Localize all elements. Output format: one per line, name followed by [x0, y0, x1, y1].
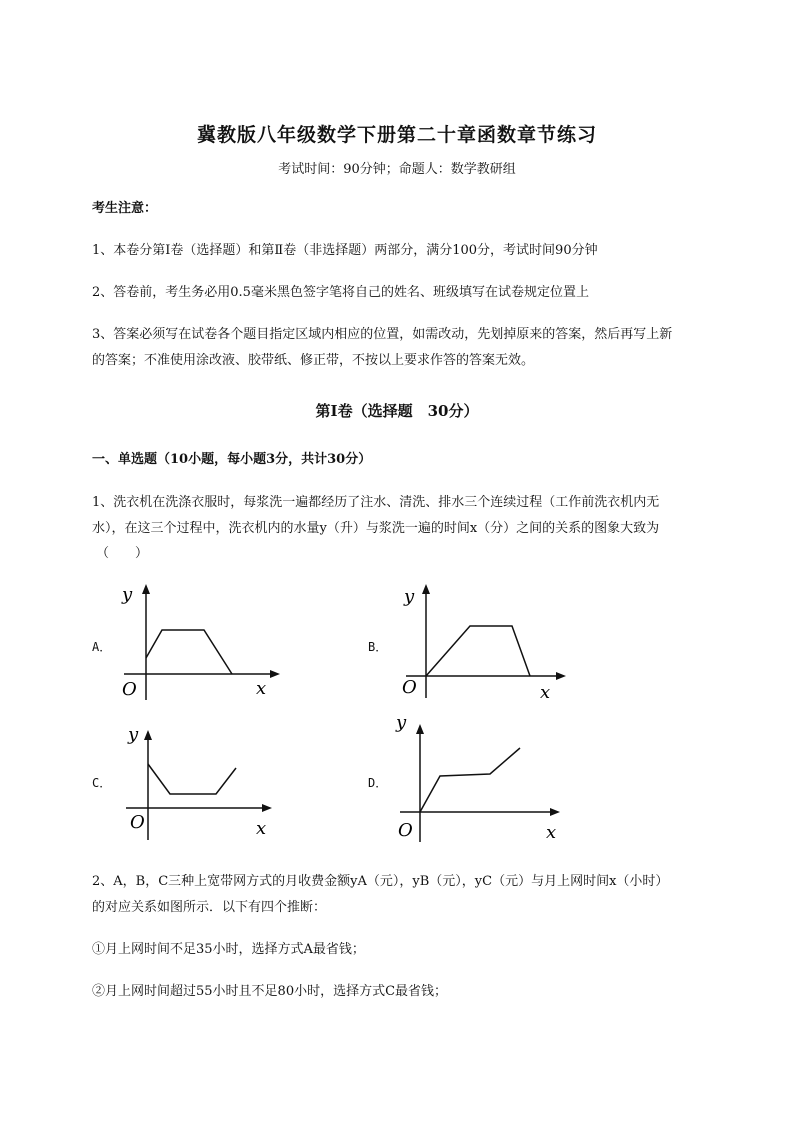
y-axis-label: y — [128, 724, 139, 745]
y-axis-arrow — [144, 730, 152, 740]
y-axis-arrow — [416, 724, 424, 734]
y-axis-label: y — [396, 712, 407, 733]
y-axis-arrow — [142, 584, 150, 594]
x-axis-label: x — [546, 822, 557, 843]
water-curve — [146, 630, 232, 674]
x-axis-arrow — [270, 670, 280, 678]
page-title: 冀教版八年级数学下册第二十章函数章节练习 — [196, 124, 597, 146]
section-title: 第I卷（选择题 30分） — [315, 402, 479, 420]
option-a-graph[interactable] — [116, 582, 286, 702]
option-c-graph[interactable] — [118, 722, 288, 842]
notice-item: 的答案；不准使用涂改液、胶带纸、修正带，不按以上要求作答的答案无效。 — [92, 353, 535, 368]
notice-heading: 考生注意： — [92, 201, 158, 216]
option-b-label[interactable]: B． — [368, 640, 388, 654]
y-axis-label: y — [404, 586, 415, 607]
option-c-label[interactable]: C． — [92, 776, 112, 790]
y-axis-arrow — [422, 584, 430, 594]
question-2-text: 的对应关系如图所示．以下有四个推断： — [92, 900, 327, 915]
x-axis-label: x — [540, 682, 551, 703]
water-curve — [148, 764, 236, 794]
origin-label: O — [130, 812, 145, 833]
origin-label: O — [398, 820, 413, 841]
question-1-text: 1、洗衣机在洗涤衣服时，每浆洗一遍都经历了注水、清洗、排水三个连续过程（工作前洗衣机内无 — [92, 495, 660, 510]
water-curve — [426, 626, 530, 676]
x-axis-label: x — [256, 818, 267, 839]
notice-item: 1、本卷分第I卷（选择题）和第Ⅱ卷（非选择题）两部分，满分100分，考试时间90分钟 — [92, 243, 598, 258]
x-axis-arrow — [550, 808, 560, 816]
question-2-inference: ①月上网时间不足35小时，选择方式A最省钱； — [92, 942, 365, 957]
option-a-label[interactable]: A． — [92, 640, 112, 654]
water-curve — [420, 748, 520, 812]
option-d-label[interactable]: D． — [368, 776, 388, 790]
question-2-inference: ②月上网时间超过55小时且不足80小时，选择方式C最省钱； — [92, 984, 448, 999]
y-axis-label: y — [122, 584, 133, 605]
x-axis-label: x — [256, 678, 267, 699]
part-heading: 一、单选题（10小题，每小题3分，共计30分） — [92, 452, 372, 467]
notice-item: 3、答案必须写在试卷各个题目指定区域内相应的位置，如需改动，先划掉原来的答案，然后再写上新 — [92, 327, 673, 342]
option-b-graph[interactable] — [398, 580, 568, 703]
x-axis-arrow — [556, 672, 566, 680]
question-1-blank: （ ） — [96, 546, 149, 561]
x-axis-arrow — [262, 804, 272, 812]
origin-label: O — [402, 677, 417, 698]
question-1-text: 水），在这三个过程中，洗衣机内的水量y（升）与浆洗一遍的时间x（分）之间的关系的图象大致为 — [92, 521, 660, 536]
question-2-text: 2、A，B，C三种上宽带网方式的月收费金额yA（元），yB（元），yC（元）与月上网时间x（小时） — [92, 874, 669, 889]
origin-label: O — [122, 679, 137, 700]
page-subtitle: 考试时间：90分钟；命题人：数学教研组 — [278, 162, 516, 177]
option-d-graph[interactable] — [394, 710, 564, 845]
notice-item: 2、答卷前，考生务必用0.5毫米黑色签字笔将自己的姓名、班级填写在试卷规定位置上 — [92, 285, 589, 300]
